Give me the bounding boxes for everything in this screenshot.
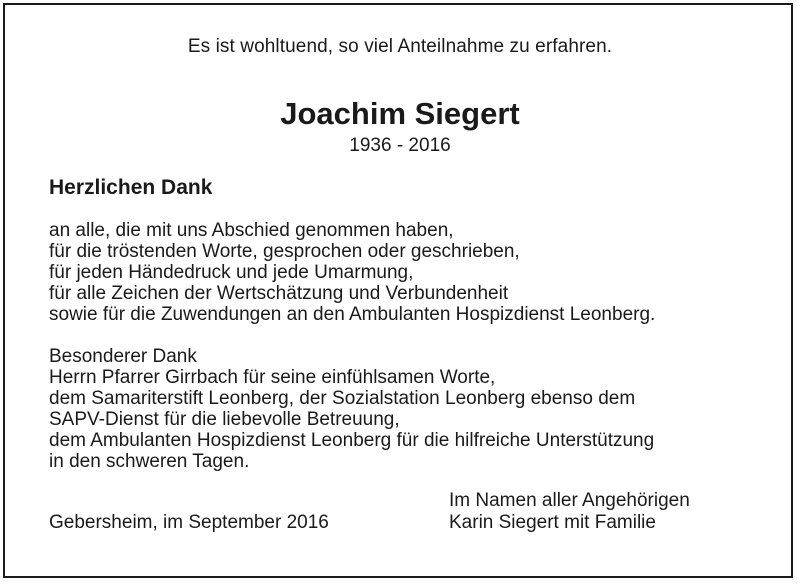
thanks-line: sowie für die Zuwendungen an den Ambulanten Hospizdienst Leonberg. [49,304,656,325]
thanks-heading: Herzlichen Dank [49,176,213,199]
deceased-name: Joachim Siegert [280,96,520,131]
special-thanks-line: dem Ambulanten Hospizdienst Leonberg für die hilfreiche Unterstützung [49,430,655,451]
signature-block [449,490,690,534]
life-years: 1936 - 2016 [349,135,451,156]
special-thanks-line: SAPV-Dienst für die liebevolle Betreuung, [49,409,400,430]
place-and-date: Gebersheim, im September 2016 [49,512,329,533]
special-thanks-line: Herrn Pfarrer Girrbach für seine einfühlsamen Worte, [49,367,496,388]
thanks-paragraph [49,220,655,325]
signature-line: Karin Siegert mit Familie [449,512,656,533]
special-thanks-paragraph [49,346,654,472]
thanks-line: für jeden Händedruck und jede Umarmung, [49,262,414,283]
intro-text: Es ist wohltuend, so viel Anteilnahme zu erfahren. [187,36,613,57]
thanks-line: für die tröstenden Worte, gesprochen oder geschrieben, [49,241,520,262]
special-thanks-line: Besonderer Dank [49,346,197,367]
thanks-line: für alle Zeichen der Wertschätzung und Verbundenheit [49,283,509,304]
signature-line: Im Namen aller Angehörigen [449,490,690,511]
special-thanks-line: dem Samariterstift Leonberg, der Sozialstation Leonberg ebenso dem [49,388,636,409]
special-thanks-line: in den schweren Tagen. [49,451,250,472]
thanks-line: an alle, die mit uns Abschied genommen haben, [49,220,454,241]
